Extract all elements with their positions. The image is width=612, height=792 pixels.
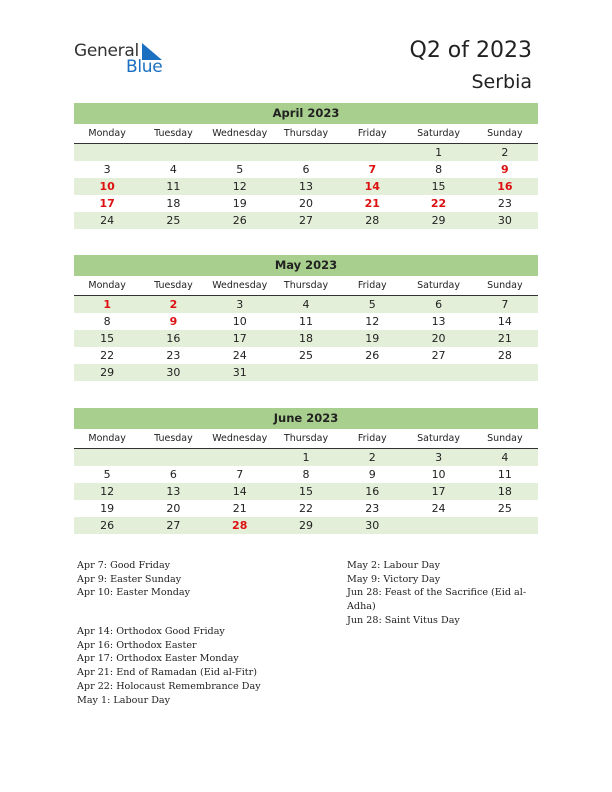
day-cell: 13 [298,180,313,193]
day-cell: 8 [435,163,443,176]
day-cell: 15 [100,332,115,345]
day-cell [140,144,206,161]
weekday-label: Saturday [417,280,460,291]
week-row [74,212,538,229]
day-cell: 7 [236,468,244,481]
day-cell: 10 [99,180,115,193]
holiday-note: Apr 21: End of Ramadan (Eid al-Fitr) [77,667,257,679]
day-cell: 8 [103,315,111,328]
day-cell: 21 [232,502,247,515]
month-april [74,103,538,229]
week-row [74,347,538,364]
day-cell [207,144,273,161]
weekday-label: Tuesday [154,128,193,139]
holiday-note: Apr 9: Easter Sunday [77,573,182,585]
day-cell: 29 [298,519,313,532]
day-cell: 18 [298,332,313,345]
holiday-note: Apr 22: Holocaust Remembrance Day [77,680,261,692]
day-cell: 1 [302,451,310,464]
day-cell: 27 [431,349,446,362]
day-cell: 29 [100,366,115,379]
day-cell: 12 [232,180,247,193]
day-cell: 7 [501,298,509,311]
day-cell: 27 [298,214,313,227]
holiday-note: May 1: Labour Day [77,694,171,706]
day-cell: 30 [497,214,512,227]
day-cell: 17 [232,332,247,345]
weekday-header-row [74,429,538,449]
day-cell [405,517,471,534]
day-cell: 21 [497,332,512,345]
day-cell: 9 [501,163,509,176]
weekday-label: Tuesday [154,433,193,444]
day-cell [405,364,471,381]
month-title: May 2023 [74,255,538,276]
day-cell: 16 [166,332,181,345]
day-cell: 17 [99,197,115,210]
month-june [74,408,538,534]
day-cell [472,364,538,381]
weekday-label: Sunday [487,433,523,444]
day-cell: 12 [100,485,115,498]
weekday-label: Thursday [283,280,329,291]
week-row [74,449,538,466]
month-title: April 2023 [74,103,538,124]
holiday-note: Adha) [347,601,376,613]
week-row [74,313,538,330]
week-row [74,500,538,517]
weekday-header-row [74,276,538,296]
day-cell: 9 [169,315,178,328]
day-cell [339,364,405,381]
weekday-label: Wednesday [212,128,268,139]
day-cell: 20 [298,197,313,210]
day-cell: 24 [431,502,446,515]
day-cell: 10 [431,468,446,481]
day-cell: 31 [232,366,247,379]
day-cell: 13 [431,315,446,328]
holiday-notes-right [347,559,526,628]
generalblue-logo [74,41,174,77]
quarter-title: Q2 of 2023 [409,38,532,63]
day-cell [273,364,339,381]
day-cell: 10 [232,315,247,328]
day-cell: 8 [302,468,310,481]
weekday-label: Saturday [417,433,460,444]
month-may [74,255,538,381]
day-cell: 11 [166,180,181,193]
day-cell: 14 [497,315,512,328]
week-row [74,144,538,161]
day-cell: 26 [100,519,115,532]
day-cell: 6 [169,468,177,481]
weekday-label: Saturday [417,128,460,139]
holiday-note: May 9: Victory Day [347,573,441,585]
day-cell: 18 [497,485,512,498]
day-cell [207,449,273,466]
weekday-header-row [74,124,538,144]
day-cell: 5 [236,163,244,176]
day-cell: 11 [497,468,512,481]
holiday-note: Apr 17: Orthodox Easter Monday [77,653,239,665]
holiday-note: Apr 7: Good Friday [77,560,171,571]
weekday-label: Monday [88,280,126,291]
week-row [74,483,538,500]
day-cell: 30 [166,366,181,379]
day-cell: 12 [365,315,380,328]
day-cell [74,144,140,161]
day-cell: 22 [100,349,115,362]
day-cell [339,144,405,161]
weekday-label: Friday [357,280,387,291]
weekday-label: Monday [88,433,126,444]
day-cell: 1 [435,146,443,159]
day-cell: 4 [501,451,509,464]
day-cell: 26 [232,214,247,227]
day-cell: 19 [365,332,380,345]
logo-word-blue: Blue [126,57,163,77]
week-row [74,178,538,195]
day-cell: 24 [100,214,115,227]
holiday-notes-left-a [77,559,190,600]
week-row [74,517,538,534]
week-row [74,161,538,178]
weekday-label: Friday [357,433,387,444]
day-cell: 23 [497,197,512,210]
holiday-note: Jun 28: Feast of the Sacrifice (Eid al- [347,587,527,599]
day-cell: 25 [166,214,181,227]
day-cell: 20 [166,502,181,515]
weekday-label: Monday [88,128,126,139]
day-cell: 23 [365,502,380,515]
day-cell [472,517,538,534]
day-cell: 5 [103,468,111,481]
weekday-label: Tuesday [154,280,193,291]
day-cell: 18 [166,197,181,210]
weekday-label: Sunday [487,280,523,291]
day-cell: 13 [166,485,181,498]
weekday-label: Wednesday [212,280,268,291]
day-cell: 7 [368,163,377,176]
month-title: June 2023 [74,408,538,429]
day-cell: 3 [236,298,244,311]
day-cell: 25 [497,502,512,515]
day-cell: 14 [364,180,380,193]
day-cell: 24 [232,349,247,362]
weekday-label: Thursday [283,128,329,139]
weekday-label: Sunday [487,128,523,139]
day-cell: 27 [166,519,181,532]
day-cell: 19 [232,197,247,210]
day-cell: 19 [100,502,115,515]
day-cell: 6 [302,163,310,176]
day-cell: 14 [232,485,247,498]
logo-word-general: General [74,41,139,61]
day-cell: 25 [298,349,313,362]
day-cell [74,449,140,466]
day-cell: 6 [435,298,443,311]
holiday-note: Apr 16: Orthodox Easter [77,639,197,651]
day-cell: 1 [103,298,111,311]
day-cell: 16 [365,485,380,498]
weekday-label: Wednesday [212,433,268,444]
day-cell: 15 [298,485,313,498]
day-cell: 28 [232,519,248,532]
day-cell: 16 [497,180,513,193]
day-cell: 3 [435,451,443,464]
day-cell: 28 [365,214,380,227]
day-cell: 20 [431,332,446,345]
day-cell: 26 [365,349,380,362]
week-row [74,330,538,347]
day-cell [273,144,339,161]
week-row [74,364,538,381]
day-cell: 22 [298,502,313,515]
day-cell: 23 [166,349,181,362]
day-cell: 17 [431,485,446,498]
holiday-note: Jun 28: Saint Vitus Day [347,614,460,626]
week-row [74,195,538,212]
day-cell: 2 [501,146,509,159]
holiday-note: Apr 14: Orthodox Good Friday [77,626,225,637]
weekday-label: Friday [357,128,387,139]
day-cell: 3 [103,163,111,176]
day-cell: 29 [431,214,446,227]
holiday-note: May 2: Labour Day [347,560,441,571]
day-cell: 5 [368,298,376,311]
day-cell: 4 [169,163,177,176]
day-cell: 21 [364,197,380,210]
week-row [74,296,538,313]
day-cell [140,449,206,466]
day-cell: 9 [368,468,376,481]
day-cell: 2 [368,451,376,464]
day-cell: 4 [302,298,310,311]
day-cell: 15 [431,180,446,193]
day-cell: 28 [497,349,512,362]
weekday-label: Thursday [283,433,329,444]
day-cell: 2 [169,298,178,311]
day-cell: 30 [365,519,380,532]
day-cell: 22 [430,197,447,210]
country-title: Serbia [471,71,532,93]
holiday-notes-left-b [77,625,261,707]
week-row [74,466,538,483]
day-cell: 11 [298,315,313,328]
holiday-note: Apr 10: Easter Monday [77,587,191,599]
